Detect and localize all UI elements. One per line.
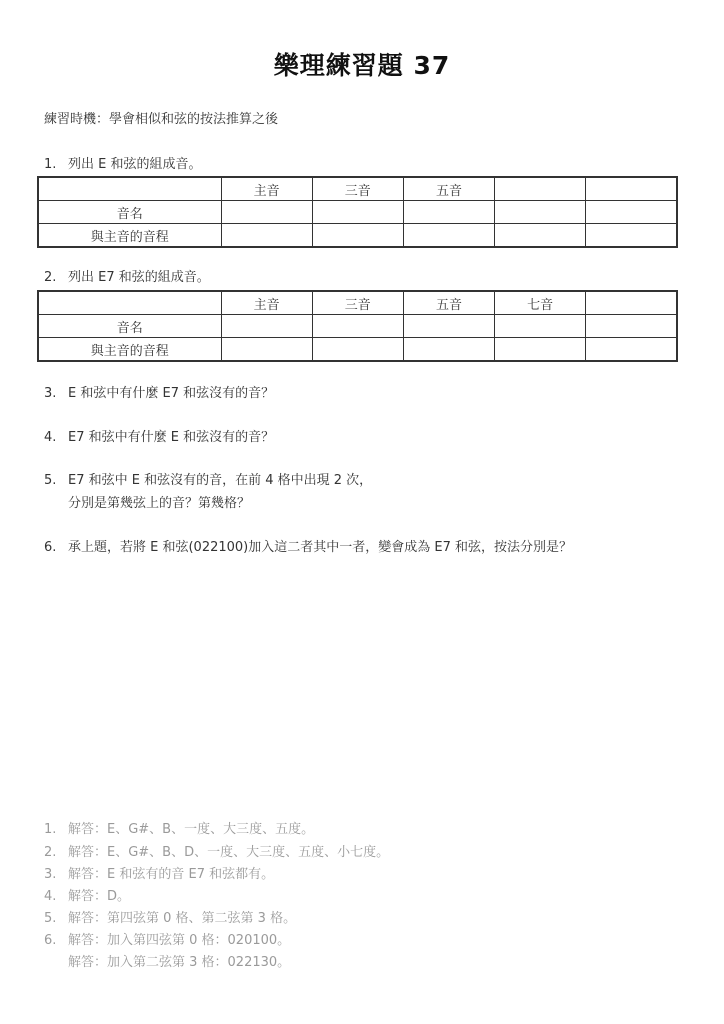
answer-number: 5.	[44, 911, 57, 926]
answer-number: 6.	[44, 933, 57, 948]
table-header-cell: 五音	[403, 291, 494, 315]
table-header-row	[38, 291, 677, 315]
answer-item	[44, 954, 290, 972]
answer-cell[interactable]	[221, 315, 312, 338]
table-header-cell: 主音	[221, 177, 312, 201]
table-header-cell	[586, 177, 677, 201]
answer-number: 1.	[44, 822, 57, 837]
table-header-row	[38, 177, 677, 201]
question-text: E7 和弦中有什麼 E 和弦沒有的音？	[68, 430, 275, 445]
table-header-cell: 五音	[403, 177, 494, 201]
answer-text: 解答：E 和弦有的音 E7 和弦都有。	[68, 867, 275, 882]
question-3	[44, 385, 274, 403]
table-row	[38, 201, 677, 224]
answer-item	[44, 844, 389, 862]
question-number: 4.	[44, 430, 57, 445]
answer-text: 解答：E、G#、B、D、一度、大三度、五度、小七度。	[68, 845, 390, 860]
page-title: 樂理練習題 37	[273, 51, 451, 80]
answer-item	[44, 888, 130, 906]
table-header-cell	[38, 291, 221, 315]
table-header-cell	[38, 177, 221, 201]
table-header-cell	[495, 177, 586, 201]
question-number: 1.	[44, 157, 57, 172]
e7-chord-table	[37, 290, 678, 362]
row-label: 音名	[38, 315, 221, 338]
answer-text: 解答：第四弦第 0 格、第二弦第 3 格。	[68, 911, 297, 926]
table-header-cell: 三音	[312, 291, 403, 315]
answer-number: 2.	[44, 845, 57, 860]
question-5	[44, 472, 372, 490]
answer-cell[interactable]	[586, 224, 677, 248]
answer-text: 解答：E、G#、B、一度、大三度、五度。	[68, 822, 315, 837]
answer-cell[interactable]	[221, 201, 312, 224]
question-number: 2.	[44, 270, 57, 285]
answer-text: 解答：加入第二弦第 3 格：022130。	[68, 955, 291, 970]
answer-cell[interactable]	[586, 315, 677, 338]
question-number: 3.	[44, 386, 57, 401]
answer-text: 解答：加入第四弦第 0 格：020100。	[68, 933, 291, 948]
question-text: 承上題，若將 E 和弦(022100)加入這二者其中一者，變會成為 E7 和弦，按法分別是？	[68, 540, 572, 555]
answer-cell[interactable]	[495, 224, 586, 248]
answer-cell[interactable]	[403, 315, 494, 338]
answer-cell[interactable]	[403, 338, 494, 362]
question-text: E7 和弦中 E 和弦沒有的音，在前 4 格中出現 2 次，	[68, 473, 373, 488]
answer-cell[interactable]	[221, 338, 312, 362]
answer-cell[interactable]	[312, 338, 403, 362]
answer-number: 4.	[44, 889, 57, 904]
question-5-continued: 分別是第幾弦上的音？第幾格？	[68, 496, 251, 511]
answer-cell[interactable]	[495, 315, 586, 338]
answer-cell[interactable]	[495, 201, 586, 224]
row-label: 與主音的音程	[38, 338, 221, 362]
question-text: 列出 E 和弦的組成音。	[68, 157, 202, 172]
table-header-cell	[586, 291, 677, 315]
table-header-cell: 主音	[221, 291, 312, 315]
practice-timing: 練習時機：學會相似和弦的按法推算之後	[44, 112, 279, 127]
question-4	[44, 429, 274, 447]
answer-item	[44, 821, 314, 839]
row-label: 與主音的音程	[38, 224, 221, 248]
table-row	[38, 338, 677, 362]
answer-cell[interactable]	[586, 201, 677, 224]
answer-item	[44, 866, 274, 884]
row-label: 音名	[38, 201, 221, 224]
question-number: 6.	[44, 540, 57, 555]
answer-cell[interactable]	[403, 224, 494, 248]
table-row	[38, 315, 677, 338]
answer-cell[interactable]	[221, 224, 312, 248]
answer-cell[interactable]	[312, 224, 403, 248]
answer-cell[interactable]	[312, 201, 403, 224]
answer-text: 解答：D。	[68, 889, 131, 904]
question-text: E 和弦中有什麼 E7 和弦沒有的音？	[68, 386, 275, 401]
e-chord-table	[37, 176, 678, 248]
answer-item	[44, 910, 296, 928]
question-text: 列出 E7 和弦的組成音。	[68, 270, 210, 285]
answer-cell[interactable]	[586, 338, 677, 362]
table-row	[38, 224, 677, 248]
answer-cell[interactable]	[403, 201, 494, 224]
question-2	[44, 269, 210, 287]
answer-number: 3.	[44, 867, 57, 882]
answer-item	[44, 932, 290, 950]
question-6	[44, 539, 572, 557]
question-number: 5.	[44, 473, 57, 488]
answer-cell[interactable]	[312, 315, 403, 338]
table-header-cell: 三音	[312, 177, 403, 201]
table-header-cell: 七音	[495, 291, 586, 315]
answer-cell[interactable]	[495, 338, 586, 362]
question-1	[44, 156, 201, 174]
